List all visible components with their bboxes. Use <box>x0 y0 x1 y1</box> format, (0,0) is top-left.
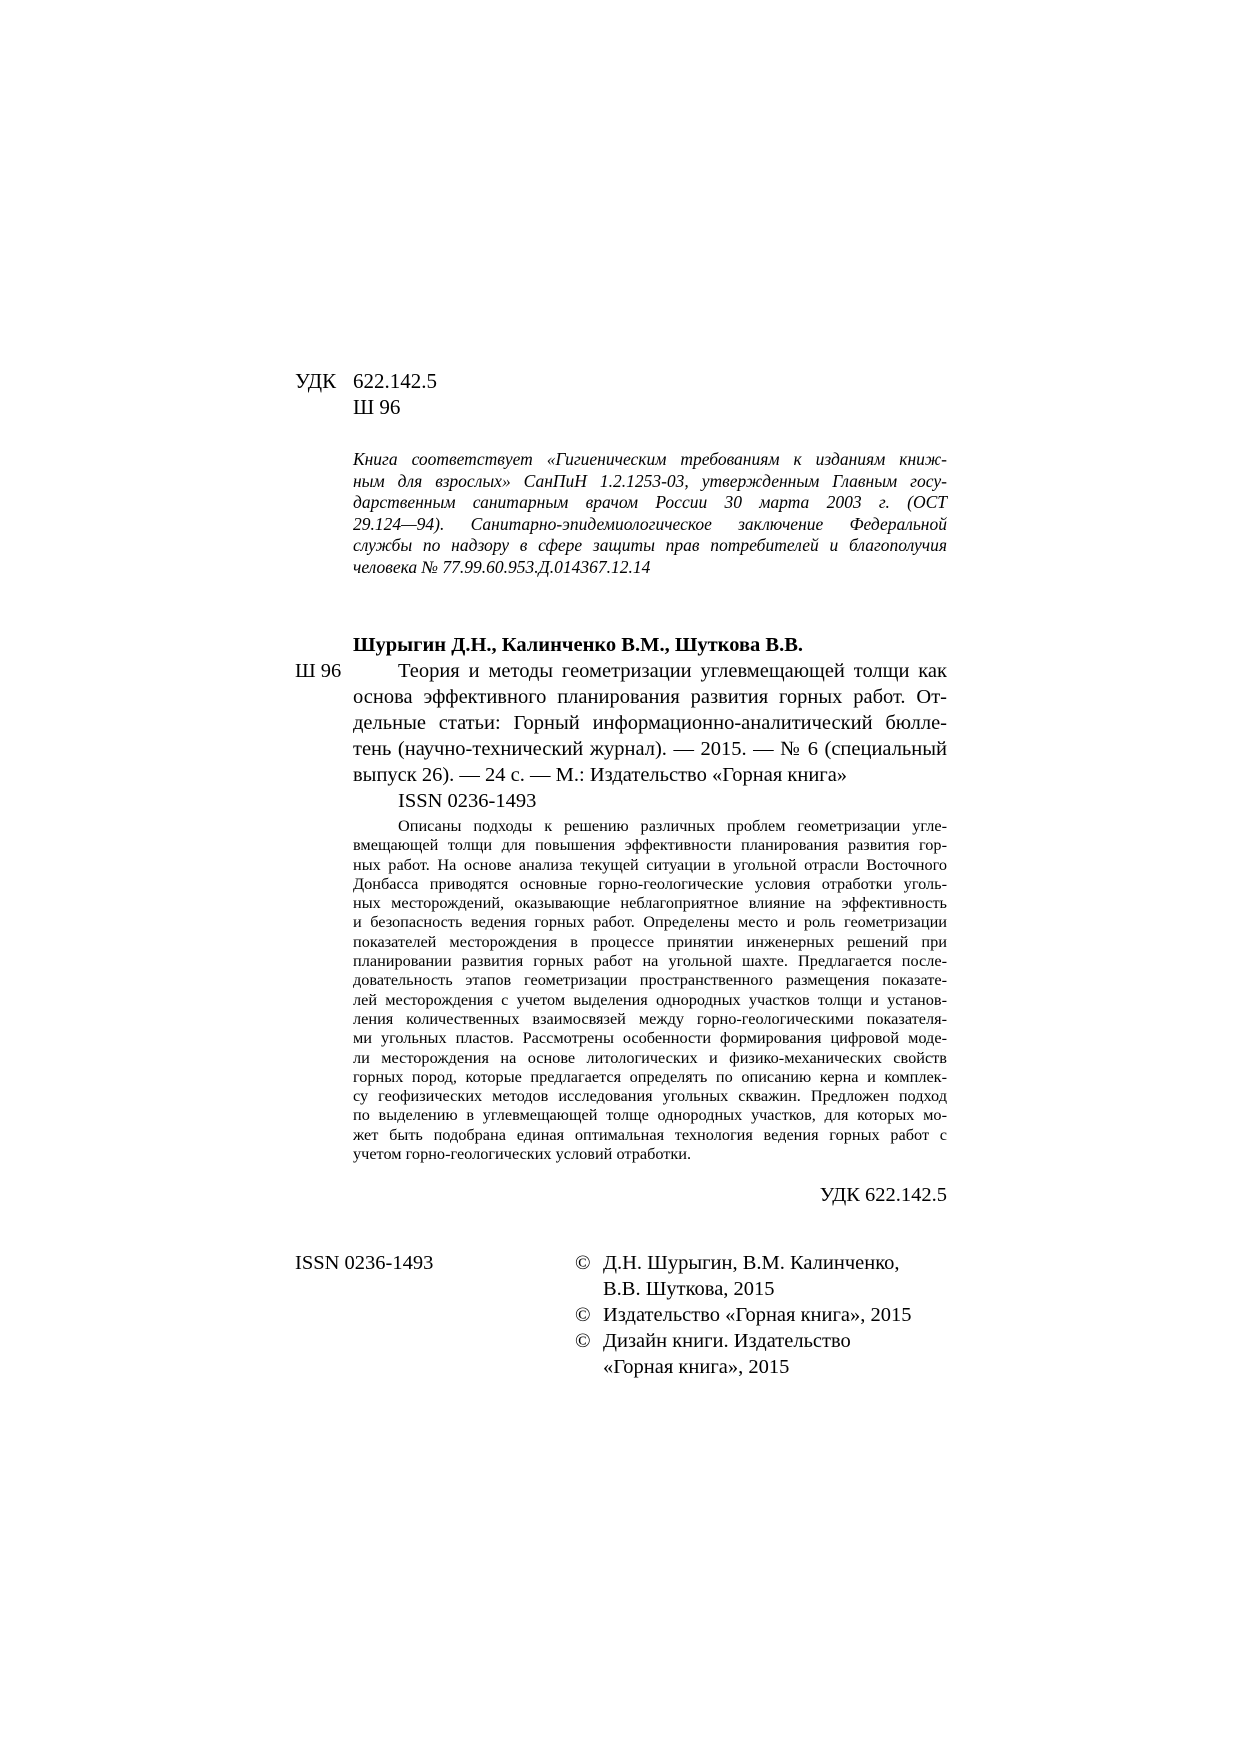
copyright-line: «Горная книга», 2015 <box>603 1356 790 1378</box>
copyright-line: Д.Н. Шурыгин, В.М. Калинченко, <box>603 1252 900 1274</box>
abstract-line: ных месторождений, оказывающие неблагоприятное влияние на эффективность <box>353 893 947 913</box>
description-line: дельные статьи: Горный информационно-аналитический бюлле- <box>353 712 947 734</box>
udk-right: УДК 622.142.5 <box>819 1184 947 1206</box>
abstract-line: ления количественных взаимосвязей между горно-геологическими показателя- <box>353 1008 947 1028</box>
copyright-publisher <box>575 1302 911 1328</box>
abstract-line: показателей месторождения в процессе принятии инженерных решений при <box>353 931 947 951</box>
abstract-line: Описаны подходы к решению различных проблем геометризации угле- <box>398 816 947 835</box>
abstract-line: лей месторождения с учетом выделения однородных участков толщи и установ- <box>353 989 947 1009</box>
abstract-line: ных работ. На основе анализа текущей ситуации в угольной отрасли Восточного <box>353 854 947 874</box>
issn-record: ISSN 0236-1493 <box>398 790 537 812</box>
hygiene-line: Книга соответствует «Гигиеническим требованиям к изданиям книж- <box>353 449 947 469</box>
hygiene-line: ным для взрослых» СанПиН 1.2.1253-03, утвержденным Главным госу- <box>353 470 947 491</box>
abstract-line: вмещающей толщи для повышения эффективности планирования развития гор- <box>353 835 947 855</box>
copyright-icon: © <box>575 1304 591 1326</box>
abstract-line: ми угольных пластов. Рассмотрены особенности формирования цифровой моде- <box>353 1028 947 1048</box>
description-line: основа эффективного планирования развития горных работ. От- <box>353 686 947 708</box>
description-line: тень (научно-технический журнал). — 2015. — № 6 (специальный <box>353 738 947 760</box>
issn-bottom: ISSN 0236-1493 <box>295 1252 434 1274</box>
description-line: Теория и методы геометризации углевмещающей толщи как <box>398 660 947 682</box>
copyright-line: Дизайн книги. Издательство <box>603 1330 851 1352</box>
abstract-line: Донбасса приводятся основные горно-геологические условия отработки уголь- <box>353 873 947 893</box>
authors: Шурыгин Д.Н., Калинченко В.М., Шуткова В.В. <box>353 634 803 656</box>
abstract-line: и безопасность ведения горных работ. Определены место и роль геометризации <box>353 912 947 932</box>
copyright-design <box>575 1328 911 1380</box>
abstract-line: учетом горно-геологических условий отработки. <box>353 1144 692 1164</box>
author-sign-record: Ш 96 <box>295 660 342 682</box>
udk-label: УДК <box>295 369 337 393</box>
copyright-line: Издательство «Горная книга», 2015 <box>603 1304 912 1326</box>
abstract <box>353 816 947 1163</box>
hygiene-line: человека № 77.99.60.953.Д.014367.12.14 <box>353 556 651 577</box>
bibliographic-description <box>353 658 947 788</box>
udk-code: 622.142.5 <box>353 369 437 393</box>
hygiene-notice <box>353 449 947 579</box>
copyright-icon: © <box>575 1252 591 1274</box>
copyright-block <box>575 1250 911 1380</box>
abstract-line: жет быть подобрана единая оптимальная технология ведения горных работ с <box>353 1124 947 1144</box>
abstract-line: горных пород, которые предлагается определять по описанию керна и комплек- <box>353 1066 947 1086</box>
abstract-line: по выделению в углевмещающей толще однородных участков, для которых мо- <box>353 1105 947 1125</box>
hygiene-line: дарственным санитарным врачом России 30 марта 2003 г. (ОСТ <box>353 492 947 513</box>
author-sign: Ш 96 <box>353 395 401 419</box>
hygiene-line: службы по надзору в сфере защиты прав потребителей и благополучия <box>353 535 947 556</box>
abstract-line: су геофизических методов исследования угольных скважин. Предложен подход <box>353 1086 947 1106</box>
copyright-icon: © <box>575 1330 591 1352</box>
abstract-line: довательность этапов геометризации пространственного размещения показате- <box>353 970 947 990</box>
description-line: выпуск 26). — 24 с. — М.: Издательство «Горная книга» <box>353 764 848 786</box>
hygiene-line: 29.124—94). Санитарно-эпидемиологическое заключение Федеральной <box>353 513 947 534</box>
copyright-authors <box>575 1250 911 1302</box>
copyright-line: В.В. Шуткова, 2015 <box>603 1278 775 1300</box>
abstract-line: планировании развития горных работ на угольной шахте. Предлагается после- <box>353 951 947 971</box>
abstract-line: ли месторождения на основе литологических и физико-механических свойств <box>353 1047 947 1067</box>
